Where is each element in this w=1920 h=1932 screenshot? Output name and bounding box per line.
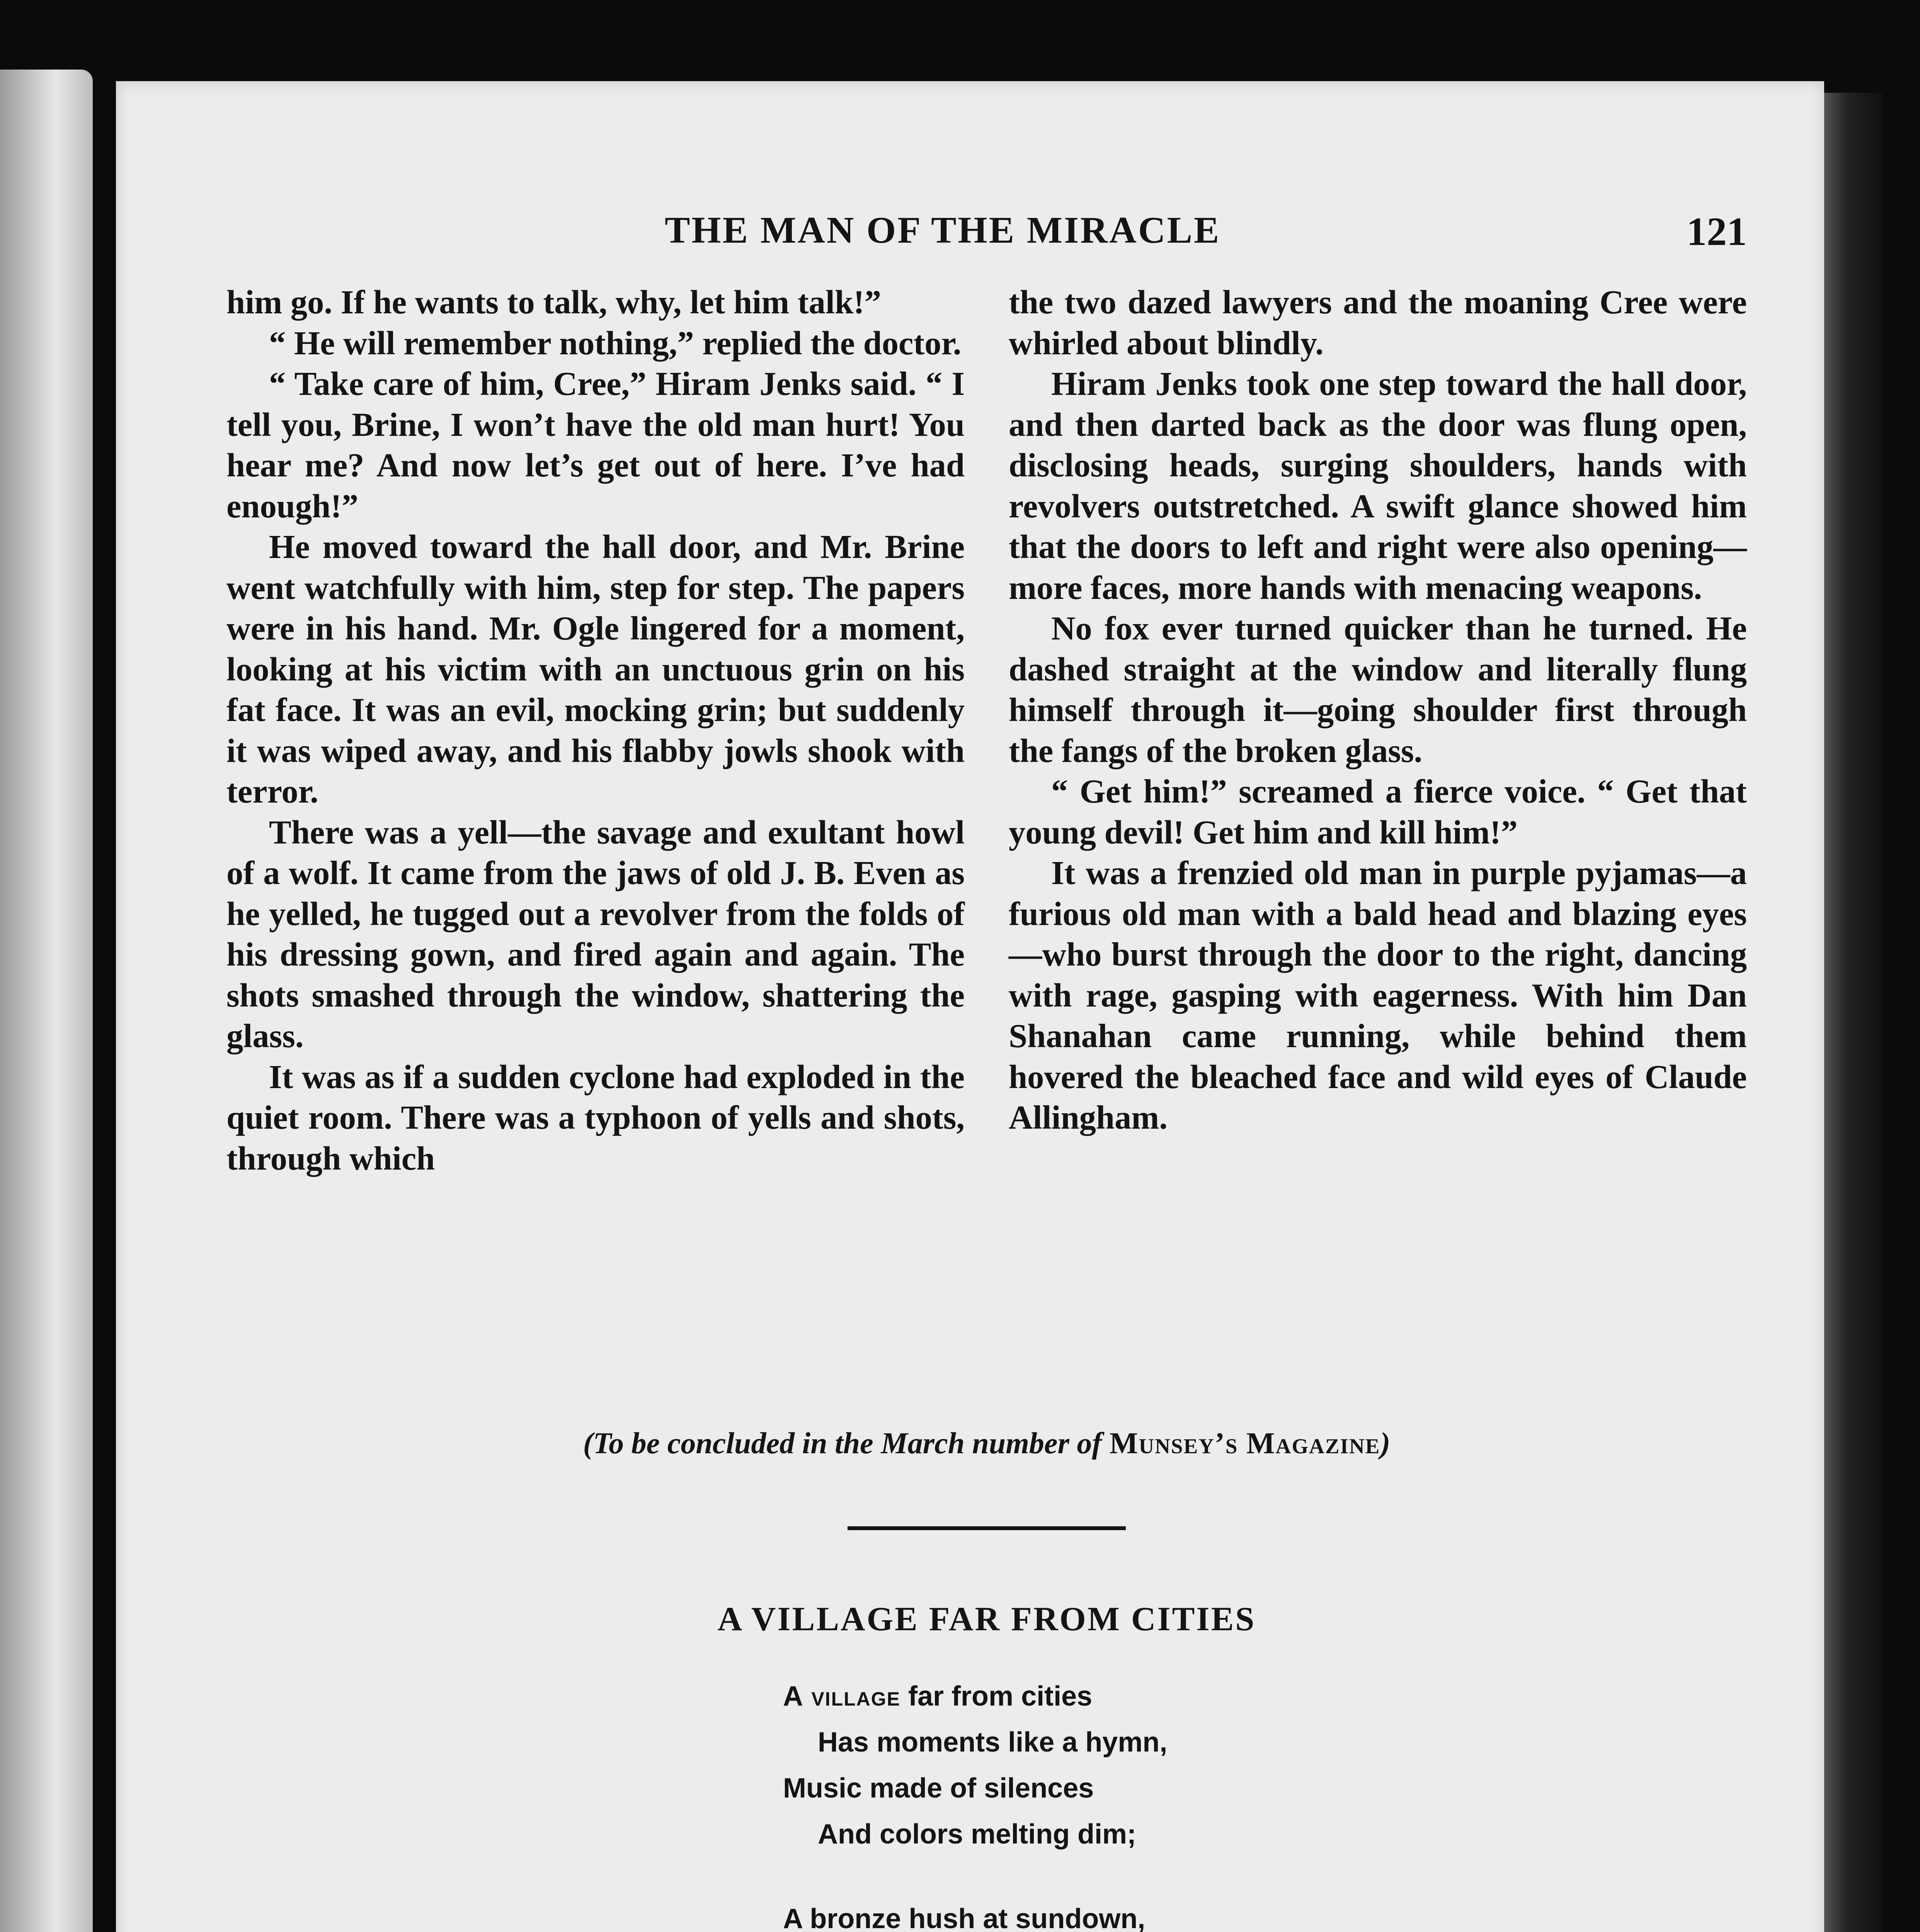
previous-page-sliver: [0, 70, 93, 1932]
poem-line: Music made of silences: [783, 1773, 1094, 1804]
paragraph: “ Get him!” screamed a fierce voice. “ Get that young devil! Get him and kill him!”: [1009, 773, 1747, 851]
running-title: THE MAN OF THE MIRACLE: [665, 209, 1221, 251]
running-head: [226, 209, 1747, 267]
poem-first-line-rest: far from cities: [900, 1681, 1093, 1712]
note-suffix: ): [1380, 1426, 1391, 1460]
paragraph: Hiram Jenks took one step toward the hall door, and then darted back as the door was flung open, disclosing heads, surging shoulders, hands with revolvers outstretched. A swift glance showed him that the doors to left and right were also opening—more faces, more hands with menacing weapons.: [1009, 365, 1747, 606]
paragraph: the two dazed lawyers and the moaning Cree were whirled about blindly.: [1009, 284, 1747, 362]
paragraph: “ Take care of him, Cree,” Hiram Jenks said. “ I tell you, Brine, I won’t have the old man hurt! You hear me? And now let’s get out of here. I’ve had enough!”: [226, 365, 965, 525]
note-prefix: (To be concluded in the March number of: [583, 1426, 1110, 1460]
poem-line: [783, 1673, 1401, 1719]
continuation-note: [226, 1426, 1747, 1461]
right-column: [1009, 282, 1747, 1138]
section-divider: [848, 1526, 1126, 1530]
poem-line: And colors melting dim;: [818, 1819, 1137, 1850]
poem-title: A VILLAGE FAR FROM CITIES: [717, 1600, 1256, 1638]
page-edge-shadow: [1824, 93, 1882, 1932]
poem-body: [783, 1673, 1401, 1932]
paragraph: him go. If he wants to talk, why, let him talk!”: [226, 284, 882, 321]
poem-line: Has moments like a hymn,: [818, 1727, 1168, 1758]
page-content: [226, 209, 1747, 1932]
paragraph: No fox ever turned quicker than he turned. He dashed straight at the window and literally flung himself through it—going shoulder first through the fangs of the broken glass.: [1009, 610, 1747, 769]
page-number: 121: [1687, 209, 1747, 254]
paragraph: It was a frenzied old man in purple pyjamas—a furious old man with a bald head and blazing eyes—who burst through the door to the right, dancing with rage, gasping with eagerness. With him Dan Shanahan came running, while behind them hovered the bleached face and wild eyes of Claude Allingham.: [1009, 854, 1747, 1136]
note-magazine-name: Munsey’s Magazine: [1109, 1426, 1380, 1460]
paragraph: “ He will remember nothing,” replied the doctor.: [269, 324, 962, 362]
paragraph: There was a yell—the savage and exultant howl of a wolf. It came from the jaws of old J. B. Even as he yelled, he tugged out a revolver from the folds of his dressing gown, and fired again and again. The shots smashed through the window, shattering the glass.: [226, 813, 965, 1054]
poem-stanza: [783, 1896, 1401, 1932]
story-columns: [226, 282, 1747, 1426]
poem-stanza: [783, 1673, 1401, 1857]
poem-first-words: A village: [783, 1681, 901, 1712]
paragraph: He moved toward the hall door, and Mr. Brine went watchfully with him, step for step. The papers were in his hand. Mr. Ogle lingered for a moment, looking at his victim with an unctuous grin on his fat face. It was an evil, mocking grin; but suddenly it was wiped away, and his flabby jowls shook with terror.: [226, 528, 965, 810]
paragraph: It was as if a sudden cyclone had exploded in the quiet room. There was a typhoon of yells and shots, through which: [226, 1058, 965, 1177]
left-column: [226, 282, 965, 1179]
poem-line: A bronze hush at sundown,: [783, 1903, 1146, 1932]
